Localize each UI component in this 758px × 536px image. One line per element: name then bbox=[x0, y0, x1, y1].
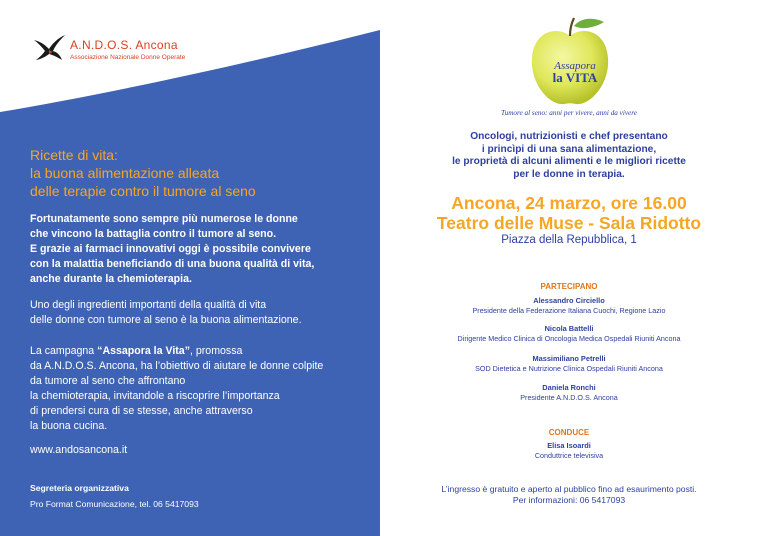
headline-line: Ricette di vita: bbox=[30, 147, 118, 163]
text-fragment: , promossa bbox=[190, 345, 243, 357]
text-line: per le donne in terapia. bbox=[513, 168, 625, 180]
participants-heading: PARTECIPANO bbox=[540, 282, 598, 291]
participant-role: SOD Dietetica e Nutrizione Clinica Ospedali Riuniti Ancona bbox=[475, 364, 663, 373]
text-line: le proprietà di alcuni alimenti e le migliori ricette bbox=[452, 156, 686, 167]
text-line: la buona cucina. bbox=[30, 420, 108, 432]
intro-paragraph bbox=[30, 212, 314, 287]
text-line: Per informazioni: 06 5417093 bbox=[512, 495, 626, 505]
text-line: L’ingresso è gratuito e aperto al pubblico fino ad esaurimento posti. bbox=[441, 484, 697, 494]
participant-role: Presidente della Federazione Italiana Cuochi, Regione Lazio bbox=[472, 306, 666, 315]
text-fragment: La campagna bbox=[30, 345, 98, 357]
brand-line: la VITA bbox=[552, 70, 598, 85]
secretariat bbox=[30, 480, 199, 512]
event-venue: Teatro delle Muse - Sala Ridotto bbox=[436, 213, 702, 233]
text-line: delle donne con tumore al seno è la buona alimentazione. bbox=[30, 314, 302, 326]
event-address: Piazza della Repubblica, 1 bbox=[501, 234, 637, 246]
right-panel bbox=[380, 0, 758, 536]
admission-info bbox=[380, 484, 758, 506]
campaign-logo-text bbox=[540, 60, 610, 85]
swallow-icon bbox=[32, 32, 66, 64]
participant-role: Presidente A.N.D.O.S. Ancona bbox=[520, 393, 618, 402]
secretariat-contact: Pro Format Comunicazione, tel. 06 5417093 bbox=[30, 499, 199, 509]
event-datetime: Ancona, 24 marzo, ore 16.00 bbox=[451, 193, 687, 213]
campaign-name: “Assapora la Vita” bbox=[97, 345, 190, 357]
text-line: la chemioterapia, invitandole a riscoprire l’importanza bbox=[30, 390, 280, 402]
org-name: A.N.D.O.S. Ancona bbox=[70, 38, 178, 52]
headline-line: delle terapie contro il tumore al seno bbox=[30, 183, 256, 199]
participant-name: Alessandro Circiello bbox=[533, 296, 605, 305]
moderator-heading: CONDUCE bbox=[548, 428, 590, 437]
text-line: Uno degli ingredienti importanti della qualità di vita bbox=[30, 299, 267, 311]
text-line: da tumore al seno che affrontano bbox=[30, 375, 186, 387]
participant-name: Daniela Ronchi bbox=[542, 383, 596, 392]
text-line: anche durante la chemioterapia. bbox=[30, 273, 192, 285]
text-line: da A.N.D.O.S. Ancona, ha l’obiettivo di aiutare le donne colpite bbox=[30, 360, 324, 372]
moderator-name: Elisa Isoardi bbox=[547, 441, 591, 450]
website-link[interactable]: www.andosancona.it bbox=[30, 444, 128, 456]
participant-name: Nicola Battelli bbox=[544, 324, 594, 333]
andos-logo bbox=[32, 30, 252, 70]
brand-line: Assapora bbox=[554, 60, 596, 72]
campaign-paragraph bbox=[30, 344, 323, 434]
campaign-tagline: Tumore al seno: anni per vivere, anni da vivere bbox=[501, 109, 637, 117]
nutrition-paragraph bbox=[30, 298, 302, 328]
text-line: di prendersi cura di se stesse, anche attraverso bbox=[30, 405, 253, 417]
secretariat-title: Segreteria organizzativa bbox=[30, 483, 129, 493]
text-line bbox=[30, 344, 323, 359]
moderator-role: Conduttrice televisiva bbox=[534, 451, 604, 460]
text-line: E grazie ai farmaci innovativi oggi è possibile convivere bbox=[30, 243, 311, 255]
text-line: Fortunatamente sono sempre più numerose le donne bbox=[30, 213, 298, 225]
org-subtitle: Associazione Nazionale Donne Operate bbox=[70, 54, 186, 61]
participant-name: Massimiliano Petrelli bbox=[532, 354, 606, 363]
event-intro bbox=[380, 131, 758, 181]
text-line: che vincono la battaglia contro il tumore al seno. bbox=[30, 228, 277, 240]
text-line: con la malattia beneficiando di una buona qualità di vita, bbox=[30, 258, 315, 270]
participant-role: Dirigente Medico Clinica di Oncologia Medica Ospedali Riuniti Ancona bbox=[457, 334, 681, 343]
text-line: i princìpi di una sana alimentazione, bbox=[481, 143, 657, 155]
text-line: Oncologi, nutrizionisti e chef presentano bbox=[470, 131, 668, 142]
headline bbox=[30, 146, 256, 200]
headline-line: la buona alimentazione alleata bbox=[30, 165, 220, 181]
